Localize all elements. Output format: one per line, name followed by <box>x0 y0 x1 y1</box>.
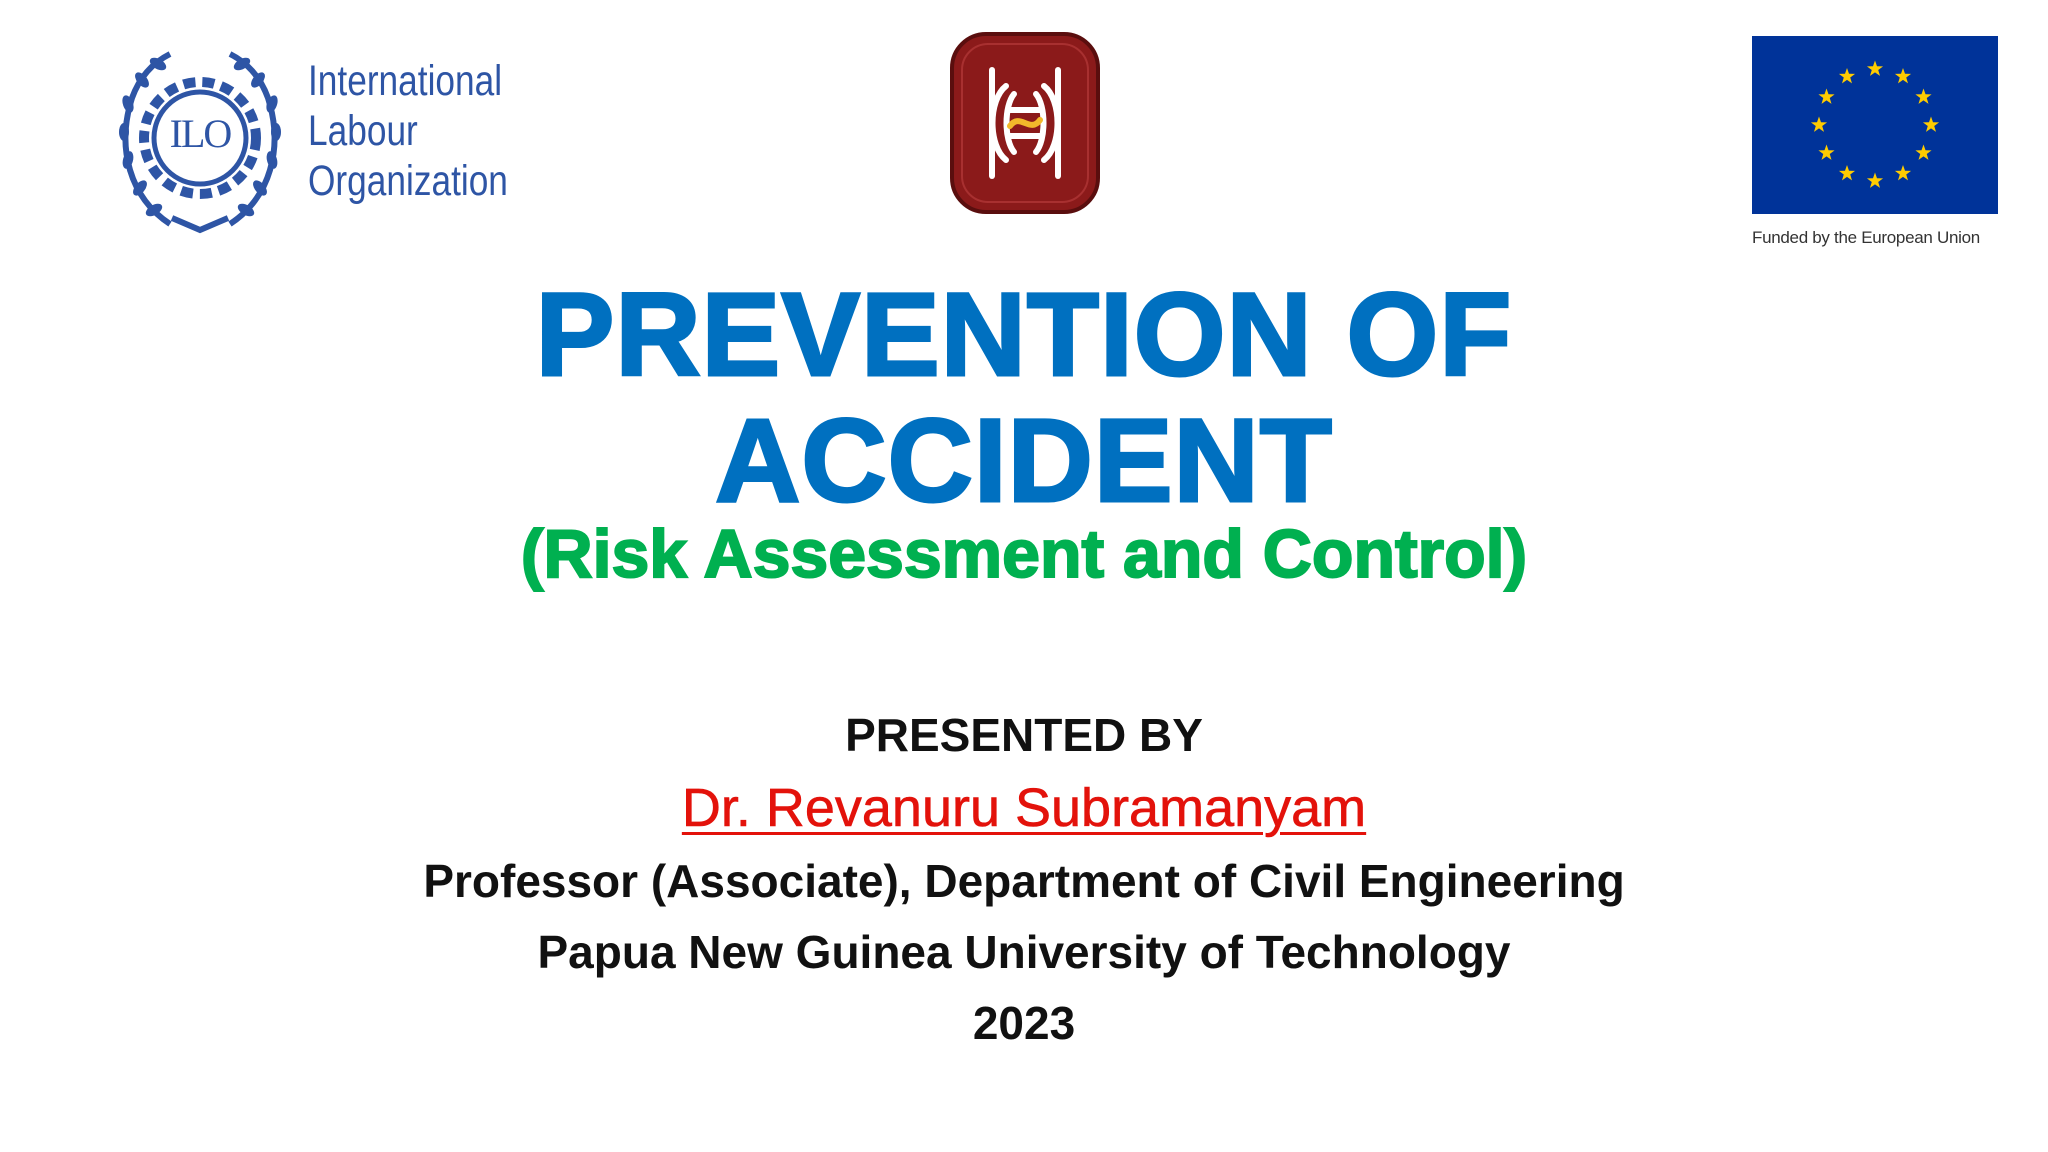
ilo-wordmark <box>308 56 508 206</box>
presenter-block <box>0 700 2048 1059</box>
eu-flag-icon <box>1752 36 1998 214</box>
ilo-logo <box>110 38 530 238</box>
slide-subtitle: (Risk Assessment and Control) <box>520 516 1528 592</box>
slide-title <box>0 269 2048 527</box>
title-line-2: ACCIDENT <box>715 395 1333 527</box>
ilo-wordmark-line2: Labour <box>308 107 418 155</box>
presenter-institution: Papua New Guinea University of Technology <box>537 926 1511 978</box>
title-line-1: PREVENTION OF <box>535 269 1513 401</box>
eu-logo <box>1752 36 2002 256</box>
presenter-position: Professor (Associate), Department of Civil Engineering <box>423 855 1625 907</box>
university-emblem-icon <box>948 30 1102 216</box>
ilo-wordmark-line1: International <box>308 57 503 105</box>
presentation-year: 2023 <box>972 997 1076 1049</box>
ilo-wordmark-line3: Organization <box>308 157 508 205</box>
eu-funding-caption: Funded by the European Union <box>1752 228 1980 247</box>
presenter-name: Dr. Revanuru Subramanyam <box>681 778 1367 838</box>
ilo-emblem-text: ILO <box>169 111 231 156</box>
presented-by-label: PRESENTED BY <box>845 709 1203 761</box>
